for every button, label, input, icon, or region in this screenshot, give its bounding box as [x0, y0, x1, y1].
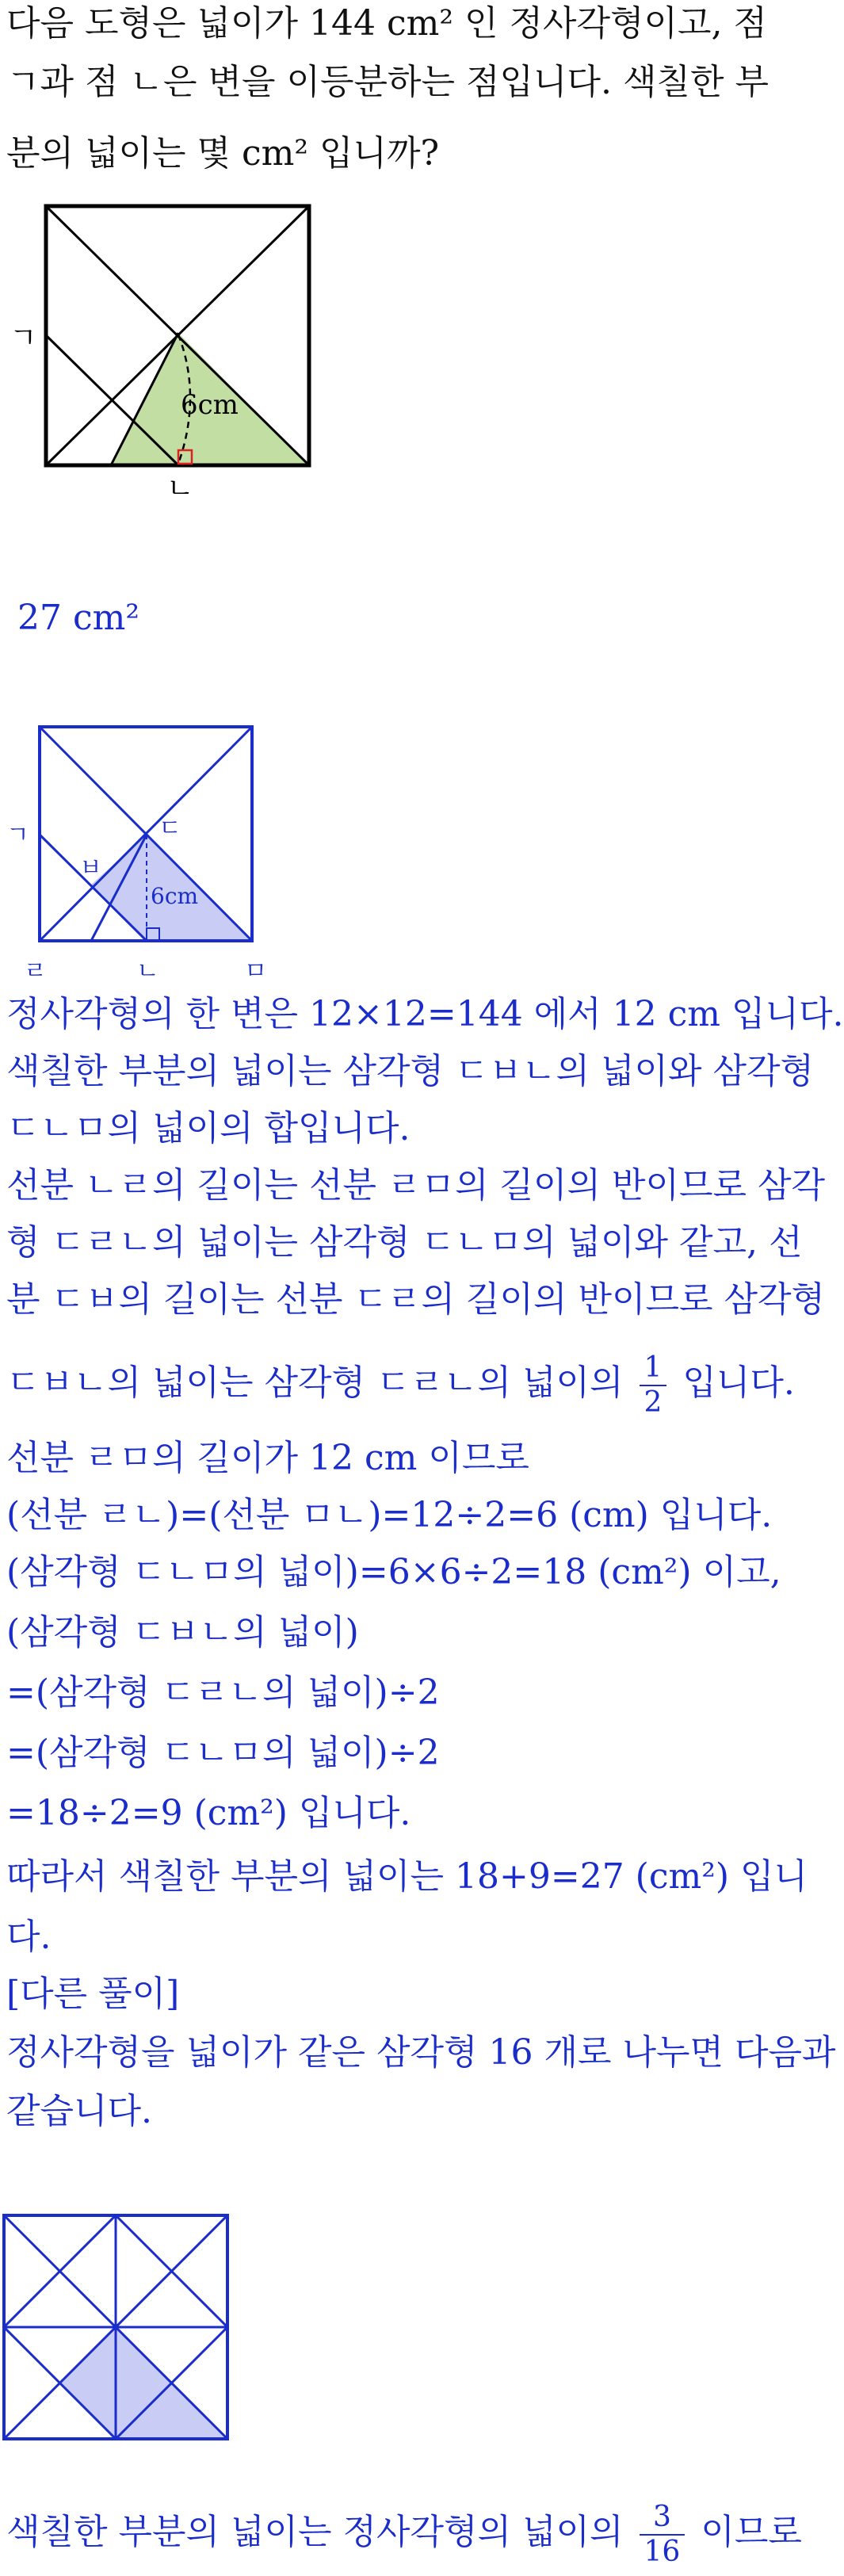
label-nieun: ㄴ: [166, 472, 194, 505]
solution-line-10: (삼각형 ㄷㄴㅁ의 넓이)=6×6÷2=18 (cm²) 이고,: [6, 1552, 781, 1592]
alternate-solution-heading: [다른 풀이]: [6, 1974, 180, 2014]
solution-line-11: (삼각형 ㄷㅂㄴ의 넓이): [6, 1612, 359, 1653]
solution-line-6: 분 ㄷㅂ의 길이는 선분 ㄷㄹ의 길이의 반이므로 삼각형: [6, 1279, 825, 1320]
label-a: ㄱ: [6, 821, 29, 849]
solution-line-15: 따라서 색칠한 부분의 넓이는 18+9=27 (cm²) 입니: [6, 1856, 808, 1897]
solution-line-16: 다.: [6, 1917, 52, 1957]
question-line-2: ㄱ과 점 ㄴ은 변을 이등분하는 점입니다. 색칠한 부: [6, 62, 769, 102]
figure-square-1: [0, 198, 333, 505]
label-d: ㄹ: [24, 957, 47, 985]
solution-line-2: 색칠한 부분의 넓이는 삼각형 ㄷㅂㄴ의 넓이와 삼각형: [6, 1051, 815, 1091]
solution-line-8: 선분 ㄹㅁ의 길이가 12 cm 이므로: [6, 1438, 529, 1478]
solution-line-4: 선분 ㄴㄹ의 길이는 선분 ㄹㅁ의 길이의 반이므로 삼각: [6, 1165, 825, 1206]
solution-line-9: (선분 ㄹㄴ)=(선분 ㅁㄴ)=12÷2=6 (cm) 입니다.: [6, 1495, 773, 1535]
solution-line-14: =18÷2=9 (cm²) 입니다.: [6, 1793, 411, 1833]
label-height: 6cm: [181, 389, 239, 421]
answer: 27 cm²: [17, 598, 139, 638]
solution-line-20-end: 이므로: [701, 2512, 802, 2552]
solution-line-13: =(삼각형 ㄷㄴㅁ의 넓이)÷2: [6, 1733, 440, 1773]
solution-line-20-text: 색칠한 부분의 넓이는 정사각형의 넓이의: [6, 2512, 624, 2552]
label-f: ㅂ: [79, 854, 102, 882]
solution-line-1: 정사각형의 한 변은 12×12=144 에서 12 cm 입니다.: [6, 994, 844, 1034]
label-c: ㄷ: [158, 815, 181, 843]
question-line-1: 다음 도형은 넓이가 144 cm² 인 정사각형이고, 점: [6, 3, 767, 44]
label-height-2: 6cm: [151, 883, 199, 909]
solution-line-18: 정사각형을 넓이가 같은 삼각형 16 개로 나누면 다음과: [6, 2032, 836, 2073]
label-b: ㄴ: [136, 957, 159, 985]
label-e: ㅁ: [244, 957, 267, 985]
fraction-three-sixteenths: $\frac{3}{16}$: [640, 2501, 686, 2569]
figure-square-3: [0, 2215, 238, 2453]
figure-square-2: [0, 717, 301, 983]
solution-line-5: 형 ㄷㄹㄴ의 넓이는 삼각형 ㄷㄴㅁ의 넓이와 같고, 선: [6, 1222, 803, 1263]
solution-line-19: 같습니다.: [6, 2091, 153, 2131]
solution-line-3: ㄷㄴㅁ의 넓이의 합입니다.: [6, 1108, 411, 1148]
solution-line-20: [6, 2489, 802, 2576]
solution-line-7-text: ㄷㅂㄴ의 넓이는 삼각형 ㄷㄹㄴ의 넓이의: [6, 1363, 624, 1403]
fraction-one-half: $\frac{1}{2}$: [640, 1351, 667, 1420]
solution-line-7-end: 입니다.: [682, 1363, 795, 1403]
question-line-3: 분의 넓이는 몇 cm² 입니까?: [6, 133, 440, 174]
label-giyeok: ㄱ: [10, 322, 37, 354]
solution-line-7: [6, 1340, 795, 1427]
solution-line-12: =(삼각형 ㄷㄹㄴ의 넓이)÷2: [6, 1672, 440, 1713]
